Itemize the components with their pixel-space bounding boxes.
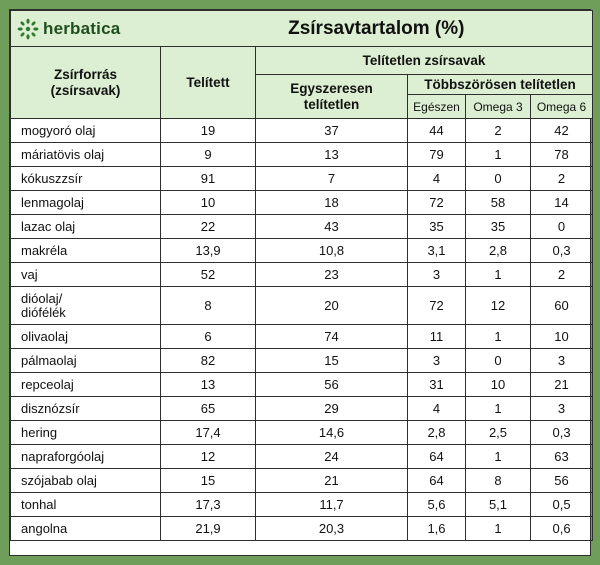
omega3-cell-text: 5,1 [488,497,508,512]
omega3-cell-text: 1 [494,147,502,162]
poly-total-cell-text: 64 [429,449,444,464]
omega3-cell-text: 8 [494,473,502,488]
mono-cell [256,469,408,493]
omega6-cell-text: 3 [557,353,566,368]
fatty-acid-table [10,10,593,541]
omega6-cell [531,349,593,373]
poly-total-cell-text: 4 [432,401,441,416]
omega3-cell [466,287,531,325]
poly-total-cell-text: 3,1 [427,243,446,258]
omega3-cell [466,397,531,421]
saturated-cell [161,445,256,469]
poly-total-cell [408,397,466,421]
mono-cell [256,143,408,167]
saturated-cell [161,287,256,325]
source-cell [11,349,161,373]
omega6-cell [531,215,593,239]
source-cell-text: napraforgóolaj [21,448,105,464]
omega6-cell-text: 56 [554,473,569,488]
source-cell [11,325,161,349]
table-body [11,119,593,541]
header-source [11,47,161,119]
mono-cell [256,421,408,445]
mono-cell-text: 56 [324,377,339,392]
omega6-cell-text: 63 [554,449,569,464]
omega3-cell [466,325,531,349]
saturated-cell [161,493,256,517]
saturated-cell-text: 6 [204,329,212,344]
mono-cell [256,445,408,469]
source-cell-text: tonhal [21,496,57,512]
header-unsaturated: Telítetlen zsírsavak [256,47,593,75]
omega6-cell-text: 0,3 [552,243,571,258]
source-cell [11,167,161,191]
header-omega3: Omega 3 [466,95,531,119]
omega6-cell-text: 0 [557,219,566,234]
omega6-cell [531,191,593,215]
omega3-cell [466,493,531,517]
poly-total-cell-text: 72 [429,298,444,313]
header-source-label: Zsírforrás (zsírsavak) [50,66,121,98]
table-row [11,397,593,421]
saturated-cell-text: 17,3 [195,497,221,512]
saturated-cell-text: 91 [200,171,216,186]
poly-total-cell-text: 1,6 [427,521,446,536]
saturated-cell-text: 10 [200,195,216,210]
table-row [11,349,593,373]
mono-cell-text: 37 [324,123,339,138]
omega6-cell-text: 42 [554,123,569,138]
source-cell-text: dióolaj/ diófélék [21,290,66,320]
saturated-cell [161,421,256,445]
saturated-cell-text: 12 [200,449,216,464]
table-row [11,239,593,263]
table-title: Zsírsavtartalom (%) [161,11,593,47]
mono-cell [256,397,408,421]
mono-cell [256,349,408,373]
poly-total-cell-text: 35 [429,219,444,234]
mono-cell-text: 43 [324,219,339,234]
saturated-cell-text: 65 [200,401,216,416]
omega3-cell-text: 35 [490,219,506,234]
poly-total-cell [408,143,466,167]
saturated-cell-text: 8 [204,298,212,313]
source-cell [11,287,161,325]
omega3-cell [466,167,531,191]
source-cell [11,373,161,397]
poly-total-cell [408,287,466,325]
mono-cell-text: 21 [324,473,339,488]
source-cell-text: vaj [21,266,38,282]
poly-total-cell-text: 79 [429,147,444,162]
omega3-cell-text: 2,5 [488,425,508,440]
omega6-cell-text: 0,6 [552,521,571,536]
saturated-cell-text: 15 [200,473,216,488]
source-cell-text: pálmaolaj [21,352,77,368]
source-cell-text: makréla [21,242,68,258]
omega3-cell-text: 1 [494,401,502,416]
saturated-cell-text: 9 [204,147,212,162]
omega6-cell-text: 2 [557,171,566,186]
poly-total-cell [408,167,466,191]
poly-total-cell-text: 64 [429,473,444,488]
source-cell-text: olivaolaj [21,328,68,344]
source-cell [11,263,161,287]
source-cell-text: disznózsír [21,400,80,416]
poly-total-cell-text: 72 [429,195,444,210]
source-cell [11,215,161,239]
header-omega6: Omega 6 [531,95,593,119]
poly-total-cell-text: 31 [429,377,444,392]
omega6-cell [531,143,593,167]
saturated-cell-text: 22 [200,219,216,234]
omega3-cell [466,469,531,493]
omega6-cell-text: 0,3 [552,425,571,440]
saturated-cell [161,373,256,397]
omega6-cell-text: 78 [554,147,569,162]
omega3-cell-text: 2 [494,123,502,138]
source-cell [11,143,161,167]
fatty-acid-table-card [9,9,591,556]
mono-cell-text: 20 [324,298,339,313]
omega3-cell [466,215,531,239]
table-row [11,191,593,215]
saturated-cell [161,239,256,263]
omega3-cell [466,119,531,143]
mono-cell [256,325,408,349]
mono-cell [256,167,408,191]
poly-total-cell-text: 44 [429,123,444,138]
saturated-cell [161,215,256,239]
omega6-cell-text: 0,5 [552,497,571,512]
saturated-cell-text: 13 [200,377,216,392]
source-cell [11,397,161,421]
mono-cell [256,373,408,397]
source-cell-text: lazac olaj [21,218,76,234]
table-row [11,421,593,445]
poly-total-cell [408,493,466,517]
omega3-cell-text: 10 [490,377,506,392]
table-row [11,469,593,493]
poly-total-cell-text: 11 [429,329,444,344]
header-mono: Egyszeresen telítetlen [256,75,408,119]
omega6-cell-text: 2 [557,267,566,282]
table-row [11,167,593,191]
poly-total-cell-text: 3 [432,267,441,282]
poly-total-cell-text: 4 [432,171,441,186]
table-row [11,493,593,517]
poly-total-cell [408,325,466,349]
omega3-cell-text: 58 [490,195,506,210]
mono-cell-text: 24 [324,449,339,464]
poly-total-cell [408,239,466,263]
source-cell-text: kókuszzsír [21,170,83,186]
omega3-cell-text: 1 [494,521,502,536]
poly-total-cell [408,263,466,287]
source-cell-text: repceolaj [21,376,74,392]
mono-cell-text: 74 [324,329,339,344]
source-cell-text: szójabab olaj [21,472,97,488]
source-cell-text: máriatövis olaj [21,146,105,162]
saturated-cell-text: 82 [200,353,216,368]
table-row [11,325,593,349]
saturated-cell [161,143,256,167]
table-row [11,287,593,325]
mono-cell-text: 7 [327,171,336,186]
mono-cell [256,215,408,239]
saturated-cell [161,349,256,373]
saturated-cell [161,191,256,215]
saturated-cell [161,517,256,541]
omega6-cell-text: 21 [554,377,569,392]
omega6-cell [531,239,593,263]
omega6-cell [531,167,593,191]
omega6-cell-text: 10 [554,329,569,344]
source-cell-text: mogyoró olaj [21,122,96,138]
source-cell [11,445,161,469]
mono-cell-text: 13 [324,147,339,162]
omega3-cell [466,239,531,263]
source-cell-text: lenmagolaj [21,194,84,210]
mono-cell [256,239,408,263]
saturated-cell [161,397,256,421]
source-cell-text: hering [21,424,58,440]
omega3-cell [466,445,531,469]
saturated-cell-text: 52 [200,267,216,282]
poly-total-cell-text: 5,6 [427,497,446,512]
mono-cell-text: 11,7 [319,497,344,512]
poly-total-cell-text: 3 [432,353,441,368]
source-cell [11,239,161,263]
omega6-cell [531,469,593,493]
omega3-cell [466,143,531,167]
saturated-cell-text: 13,9 [195,243,221,258]
omega6-cell [531,397,593,421]
omega3-cell-text: 0 [494,171,502,186]
source-cell [11,517,161,541]
omega6-cell [531,517,593,541]
omega3-cell-text: 0 [494,353,502,368]
mono-cell-text: 14,6 [318,425,345,440]
omega3-cell [466,349,531,373]
saturated-cell-text: 17,4 [195,425,221,440]
table-row [11,143,593,167]
saturated-cell [161,263,256,287]
header-poly: Többszörösen telítetlen [408,75,593,95]
source-cell [11,493,161,517]
source-cell [11,191,161,215]
omega3-cell [466,517,531,541]
poly-total-cell [408,517,466,541]
omega6-cell-text: 60 [554,298,569,313]
omega6-cell-text: 3 [557,401,566,416]
omega3-cell [466,373,531,397]
mono-cell [256,493,408,517]
poly-total-cell [408,215,466,239]
poly-total-cell [408,421,466,445]
poly-total-cell [408,119,466,143]
saturated-cell [161,469,256,493]
poly-total-cell [408,373,466,397]
mono-cell-text: 20,3 [318,521,345,536]
saturated-cell [161,119,256,143]
mono-cell-text: 10,8 [318,243,345,258]
mono-cell [256,517,408,541]
omega3-cell-text: 12 [490,298,506,313]
omega3-cell-text: 1 [494,329,502,344]
table-row [11,445,593,469]
poly-total-cell [408,349,466,373]
source-cell [11,469,161,493]
omega3-cell-text: 1 [494,449,502,464]
omega3-cell [466,191,531,215]
table-row [11,517,593,541]
omega6-cell [531,373,593,397]
saturated-cell [161,325,256,349]
poly-total-cell [408,191,466,215]
omega6-cell-text: 14 [554,195,569,210]
mono-cell [256,263,408,287]
source-cell [11,421,161,445]
poly-total-cell [408,445,466,469]
omega6-cell [531,493,593,517]
omega6-cell [531,287,593,325]
mono-cell-text: 23 [324,267,339,282]
saturated-cell-text: 21,9 [195,521,221,536]
saturated-cell-text: 19 [200,123,216,138]
mono-cell [256,287,408,325]
omega6-cell [531,445,593,469]
source-cell [11,119,161,143]
omega3-cell-text: 1 [494,267,502,282]
table-row [11,373,593,397]
omega3-cell [466,421,531,445]
source-cell-text: angolna [21,520,68,536]
mono-cell-text: 29 [324,401,339,416]
omega3-cell-text: 2,8 [488,243,508,258]
omega6-cell [531,421,593,445]
omega6-cell [531,325,593,349]
mono-cell-text: 15 [324,353,339,368]
header-total: Egészen [408,95,466,119]
table-row [11,263,593,287]
poly-total-cell [408,469,466,493]
omega3-cell [466,263,531,287]
mono-cell [256,191,408,215]
omega6-cell [531,263,593,287]
table-row [11,119,593,143]
omega6-cell [531,119,593,143]
saturated-cell [161,167,256,191]
mono-cell-text: 18 [324,195,339,210]
brand-name: herbatica [43,18,121,38]
poly-total-cell-text: 2,8 [427,425,446,440]
leaf-circle-icon [17,18,39,40]
table-row [11,215,593,239]
header-saturated: Telített [161,47,256,119]
mono-cell [256,119,408,143]
brand-logo [11,11,161,47]
